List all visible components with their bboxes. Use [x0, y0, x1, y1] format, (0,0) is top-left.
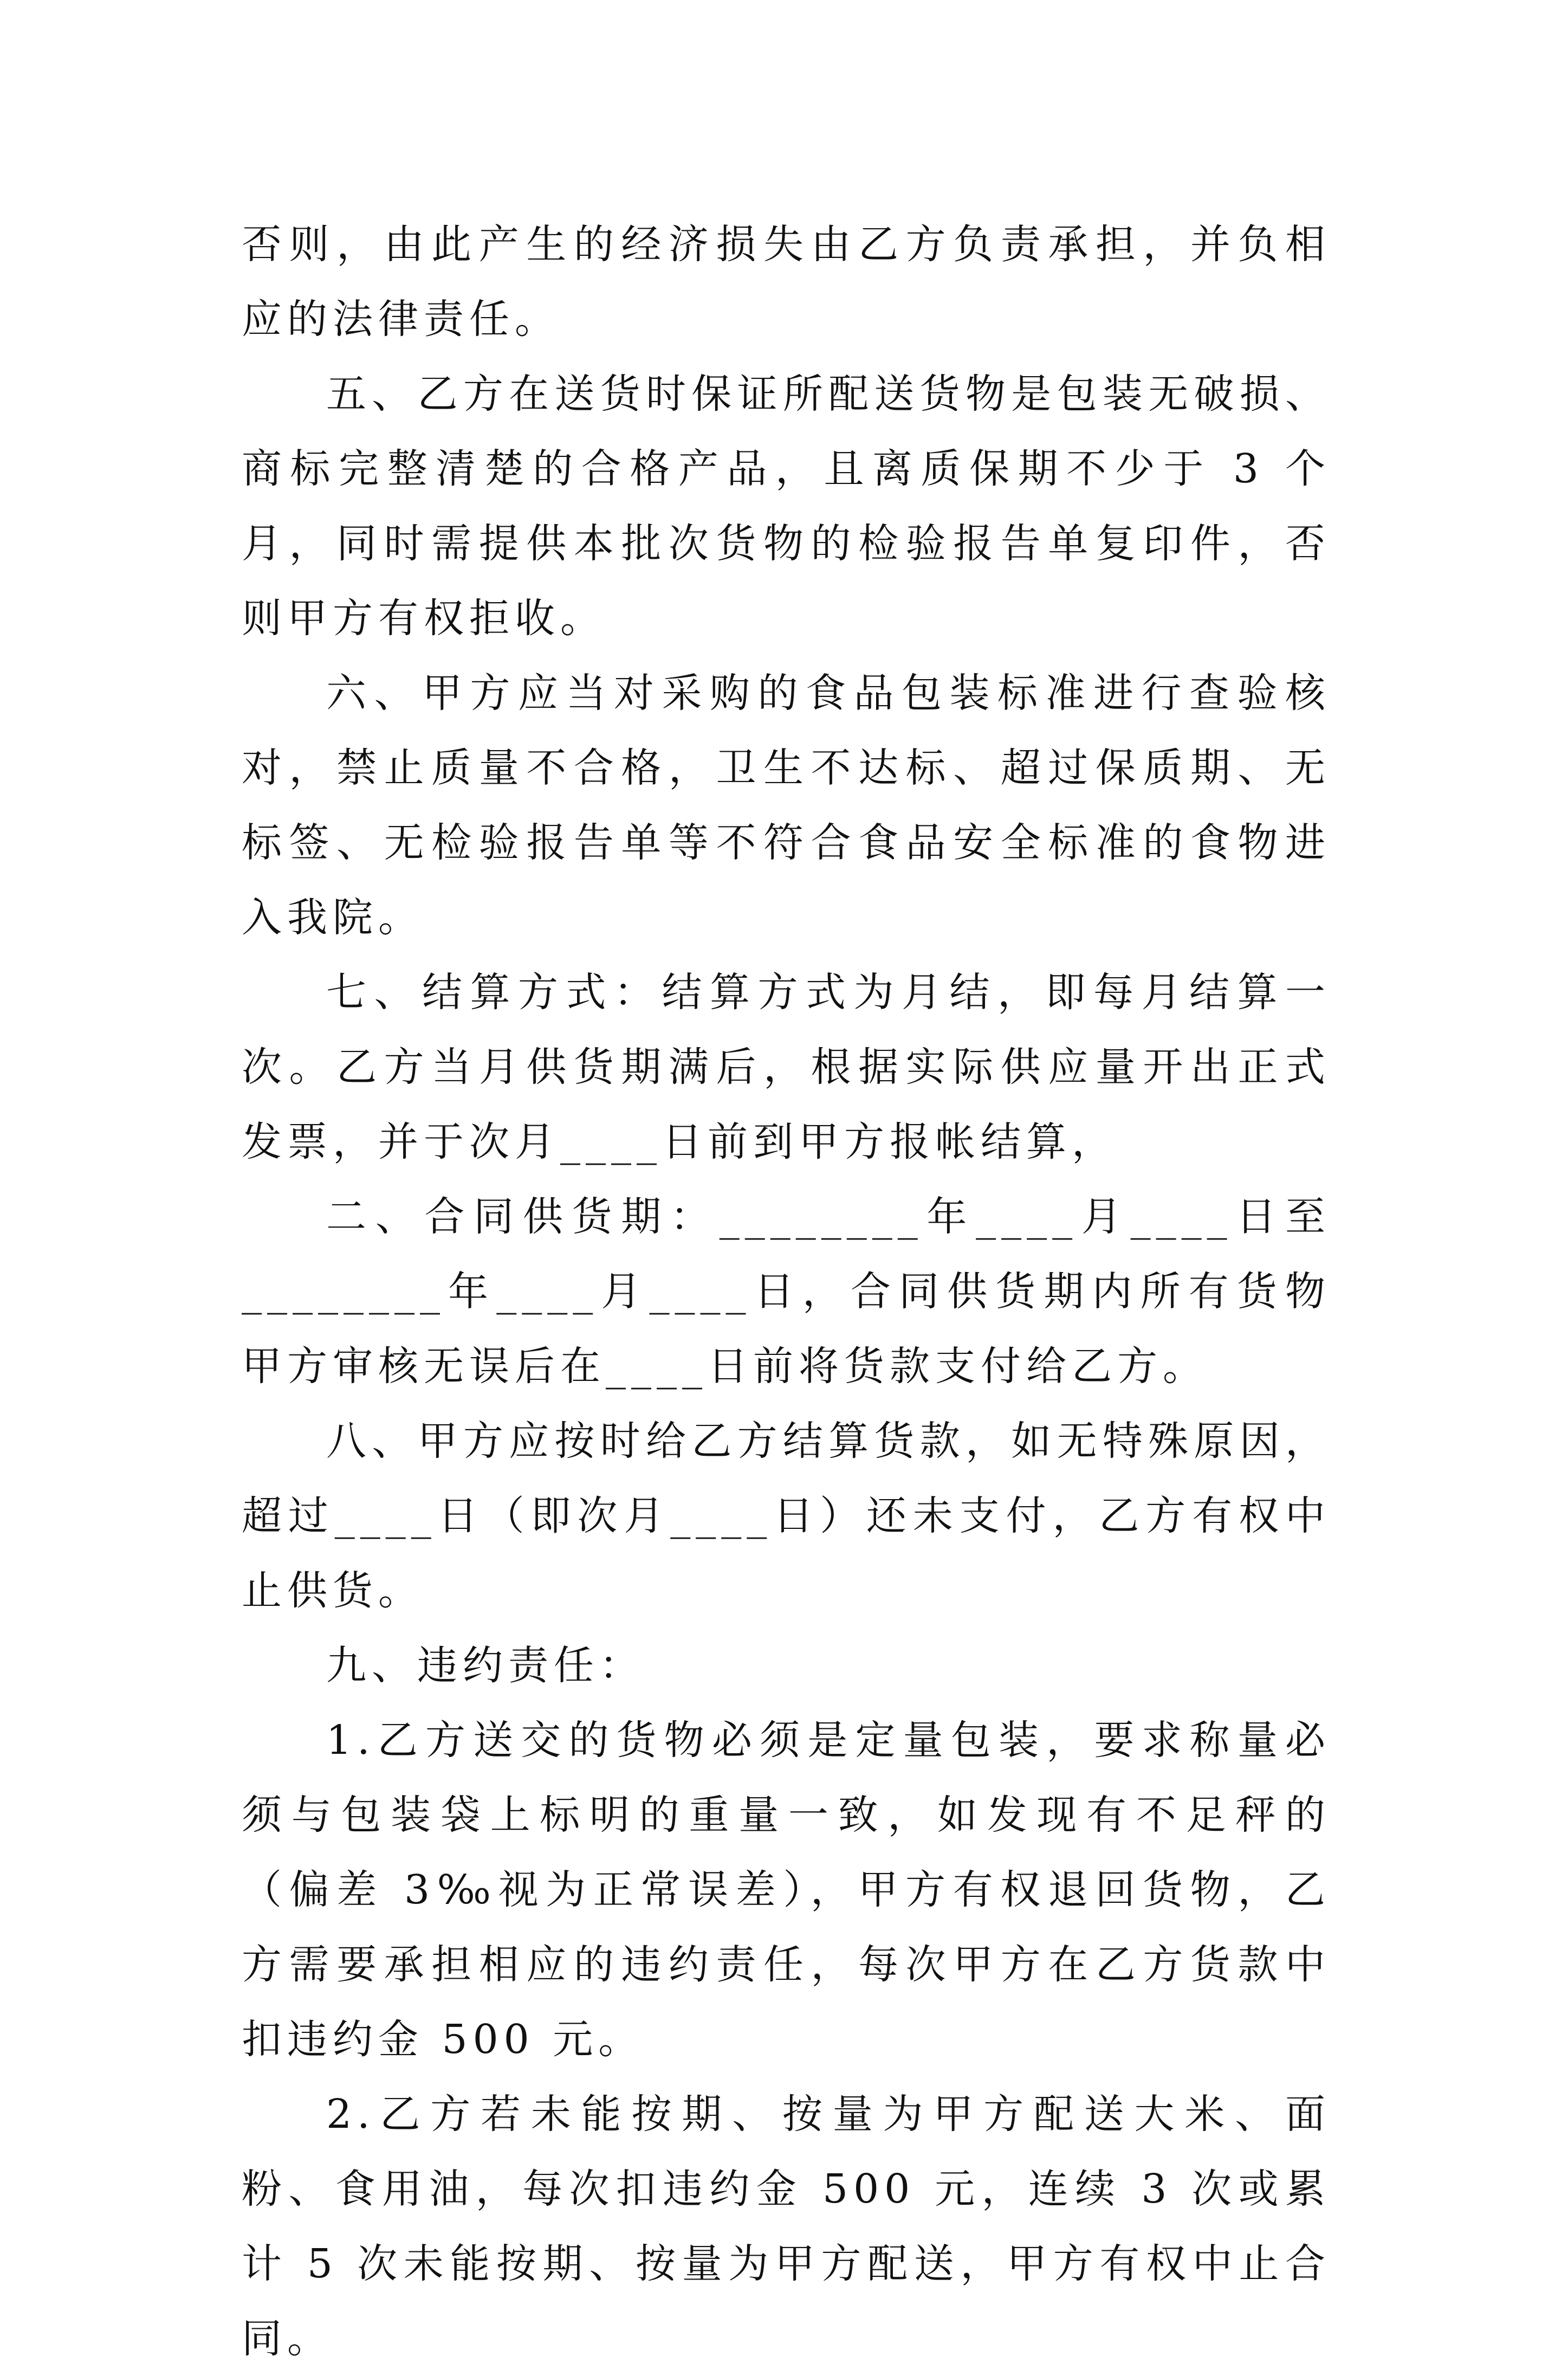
document-body	[242, 207, 1331, 2376]
paragraph-clause-6: 六、甲方应当对采购的食品包装标准进行查验核对，禁止质量不合格，卫生不达标、超过保质期、无标签、无检验报告单等不符合食品安全标准的食物进入我院。	[242, 670, 1331, 941]
paragraph-clause-7: 七、结算方式：结算方式为月结，即每月结算一次。乙方当月供货期满后，根据实际供应量开出正式发票，并于次月____日前到甲方报帐结算，	[242, 969, 1331, 1165]
paragraph-clause-9-item-2: 2.乙方若未能按期、按量为甲方配送大米、面粉、食用油，每次扣违约金 500 元，连续 3 次或累计 5 次未能按期、按量为甲方配送，甲方有权中止合同。	[242, 2091, 1331, 2362]
paragraph-continuation: 否则，由此产生的经济损失由乙方负责承担，并负相应的法律责任。	[242, 221, 1331, 343]
paragraph-clause-5: 五、乙方在送货时保证所配送货物是包装无破损、商标完整清楚的合格产品，且离质保期不少于 3 个月，同时需提供本批次货物的检验报告单复印件，否则甲方有权拒收。	[242, 371, 1331, 642]
paragraph-supply-period: 二、合同供货期：________年____月____日至________年____月____日，合同供货期内所有货物甲方审核无误后在____日前将货款支付给乙方。	[242, 1193, 1331, 1390]
paragraph-clause-9-heading: 九、违约责任：	[326, 1642, 645, 1689]
paragraph-clause-8: 八、甲方应按时给乙方结算货款，如无特殊原因，超过____日（即次月____日）还未支付，乙方有权中止供货。	[242, 1418, 1331, 1614]
paragraph-clause-9-item-1: 1.乙方送交的货物必须是定量包装，要求称量必须与包装袋上标明的重量一致，如发现有不足秤的（偏差 3‰视为正常误差），甲方有权退回货物，乙方需要承担相应的违约责任，每次甲方在乙方货款中扣违约金 500 元。	[242, 1717, 1331, 2063]
